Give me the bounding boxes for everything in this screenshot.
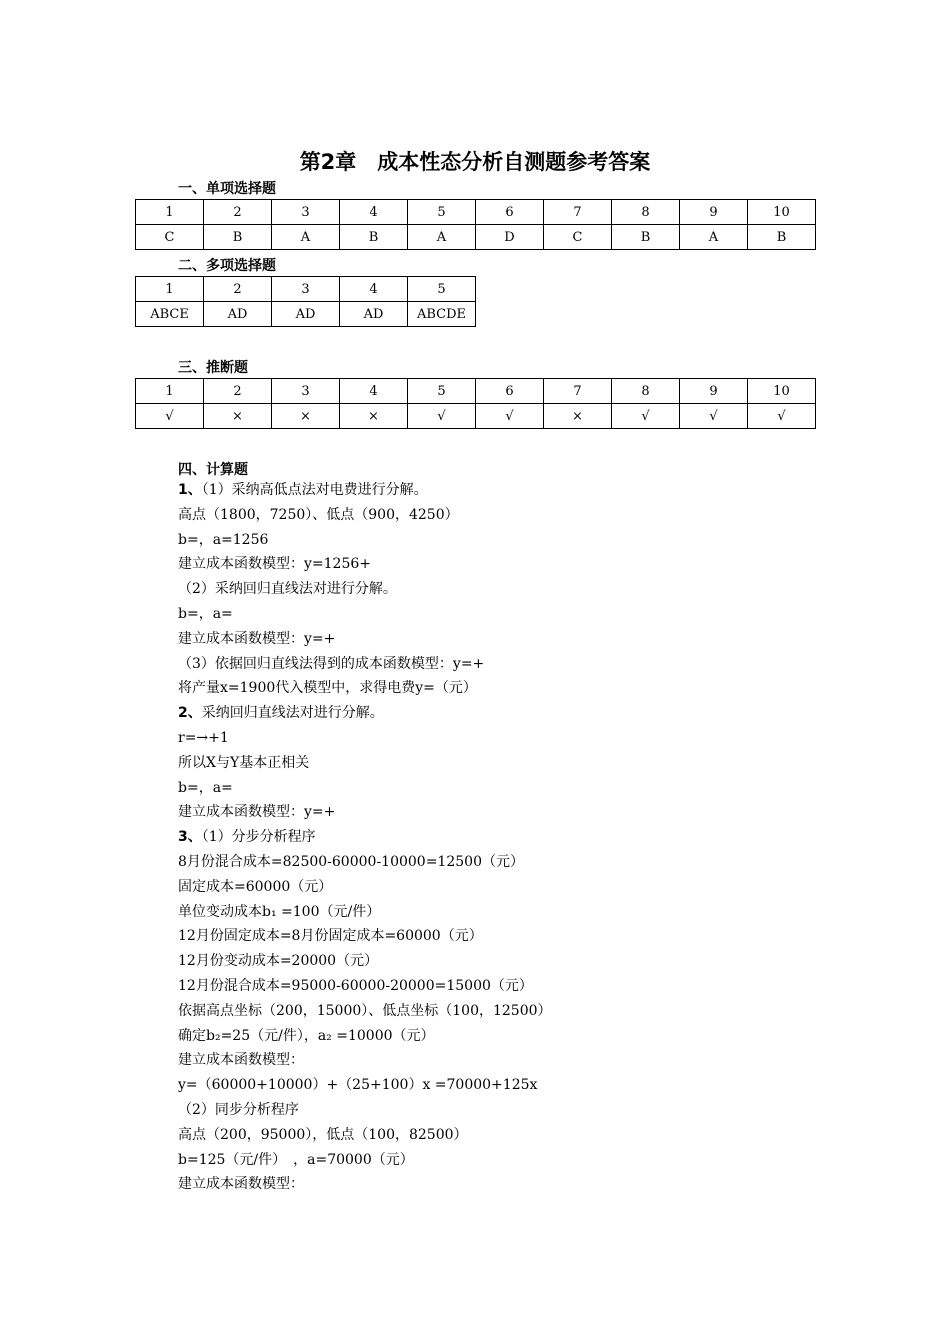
answer-cell-5: ABCDE <box>408 302 476 327</box>
calculation-text: 12月份混合成本=95000-60000-20000=15000（元） <box>178 977 533 994</box>
calculation-line <box>178 924 552 949</box>
calculation-line <box>178 949 552 974</box>
answer-cell-6: D <box>476 225 544 250</box>
answer-cell-9: A <box>680 225 748 250</box>
calculation-line <box>178 974 552 999</box>
multiple-choice-answer-table <box>135 276 476 327</box>
answer-cell-3: AD <box>272 302 340 327</box>
calculation-line <box>178 900 552 925</box>
calculation-line <box>178 552 552 577</box>
question-number-cell-4: 4 <box>340 277 408 302</box>
answer-cell-3: A <box>272 225 340 250</box>
question-number-cell-2: 2 <box>204 277 272 302</box>
answer-cell-7: C <box>544 225 612 250</box>
calculation-text: 8月份混合成本=82500-60000-10000=12500（元） <box>178 853 524 870</box>
problem-number: 3、 <box>178 829 202 846</box>
answer-cell-1: ABCE <box>136 302 204 327</box>
calculation-answers <box>178 478 552 1197</box>
page-title: 第2章 成本性态分析自测题参考答案 <box>299 150 651 174</box>
calculation-line <box>178 850 552 875</box>
single-choice-answer-table <box>135 199 816 250</box>
question-number-cell-2: 2 <box>204 200 272 225</box>
calculation-text: y=（60000+10000）+（25+100）x =70000+125x <box>178 1077 538 1094</box>
answer-cell-7: × <box>544 404 612 429</box>
answer-cell-10: B <box>748 225 816 250</box>
calculation-line <box>178 478 552 503</box>
question-number-cell-5: 5 <box>408 277 476 302</box>
calculation-text: b=，a= <box>178 605 233 622</box>
calculation-text: b=125（元/件） ，a=70000（元） <box>178 1151 414 1168</box>
calculation-text: 将产量x=1900代入模型中，求得电费y=（元） <box>178 680 477 697</box>
calculation-line <box>178 1098 552 1123</box>
calculation-text: 建立成本函数模型：y=+ <box>178 804 336 821</box>
calculation-text: 高点（200，95000），低点（100，82500） <box>178 1126 468 1143</box>
calculation-line <box>178 676 552 701</box>
question-number-cell-10: 10 <box>748 379 816 404</box>
section-heading-calculation: 四、计算题 <box>178 462 248 478</box>
calculation-text: 确定b₂=25（元/件），a₂ =10000（元） <box>178 1027 435 1044</box>
problem-number: 1、 <box>178 482 202 498</box>
question-number-cell-1: 1 <box>136 277 204 302</box>
question-number-cell-9: 9 <box>680 200 748 225</box>
calculation-line <box>178 800 552 825</box>
calculation-line <box>178 751 552 776</box>
answer-cell-2: AD <box>204 302 272 327</box>
question-number-cell-7: 7 <box>544 379 612 404</box>
calculation-text: 所以X与Y基本正相关 <box>178 754 310 771</box>
calculation-text: （3）依据回归直线法得到的成本函数模型：y=+ <box>178 655 485 672</box>
answer-cell-4: × <box>340 404 408 429</box>
question-number-cell-6: 6 <box>476 200 544 225</box>
calculation-line <box>178 1048 552 1073</box>
calculation-text: 高点（1800，7250）、低点（900，4250） <box>178 506 459 523</box>
section-heading-single-choice: 一、单项选择题 <box>178 181 276 197</box>
answer-cell-4: B <box>340 225 408 250</box>
calculation-line <box>178 577 552 602</box>
calculation-text: 建立成本函数模型：y=1256+ <box>178 556 371 573</box>
calculation-text: r=→+1 <box>178 729 229 746</box>
answer-cell-4: AD <box>340 302 408 327</box>
calculation-text: （1）分步分析程序 <box>201 829 316 846</box>
answer-cell-10: √ <box>748 404 816 429</box>
problem-number: 2、 <box>178 705 202 722</box>
calculation-text: 依据高点坐标（200，15000）、低点坐标（100，12500） <box>178 1002 552 1019</box>
question-number-cell-4: 4 <box>340 379 408 404</box>
answer-cell-2: × <box>204 404 272 429</box>
answer-cell-6: √ <box>476 404 544 429</box>
calculation-text: 建立成本函数模型： <box>178 1052 304 1069</box>
answer-cell-8: B <box>612 225 680 250</box>
answer-cell-1: √ <box>136 404 204 429</box>
answer-cell-8: √ <box>612 404 680 429</box>
question-number-cell-4: 4 <box>340 200 408 225</box>
calculation-line <box>178 1024 552 1049</box>
calculation-text: b=，a= <box>178 779 233 796</box>
calculation-text: 采纳回归直线法对进行分解。 <box>201 705 384 722</box>
calculation-line <box>178 726 552 751</box>
question-number-cell-6: 6 <box>476 379 544 404</box>
question-number-cell-8: 8 <box>612 379 680 404</box>
section-heading-multiple-choice: 二、多项选择题 <box>178 258 276 274</box>
section-heading-true-false: 三、推断题 <box>178 360 248 376</box>
calculation-text: （2）同步分析程序 <box>178 1101 299 1118</box>
question-number-cell-1: 1 <box>136 379 204 404</box>
calculation-text: 建立成本函数模型： <box>178 1176 304 1193</box>
calculation-line <box>178 503 552 528</box>
question-number-cell-5: 5 <box>408 379 476 404</box>
calculation-line <box>178 627 552 652</box>
calculation-text: （2）采纳回归直线法对进行分解。 <box>178 581 397 598</box>
calculation-line <box>178 999 552 1024</box>
calculation-line <box>178 1172 552 1197</box>
calculation-line <box>178 602 552 627</box>
calculation-text: 固定成本=60000（元） <box>178 878 333 895</box>
calculation-text: 12月份变动成本=20000（元） <box>178 953 379 970</box>
calculation-line <box>178 875 552 900</box>
question-number-cell-1: 1 <box>136 200 204 225</box>
question-number-cell-9: 9 <box>680 379 748 404</box>
question-number-cell-7: 7 <box>544 200 612 225</box>
true-false-answer-table <box>135 378 816 429</box>
calculation-text: 建立成本函数模型：y=+ <box>178 630 336 647</box>
answer-cell-5: A <box>408 225 476 250</box>
calculation-text: （1）采纳高低点法对电费进行分解。 <box>201 482 428 498</box>
answer-cell-1: C <box>136 225 204 250</box>
calculation-text: 单位变动成本b₁ =100（元/件） <box>178 903 381 920</box>
question-number-cell-2: 2 <box>204 379 272 404</box>
calculation-line <box>178 701 552 726</box>
calculation-line <box>178 1073 552 1098</box>
answer-cell-2: B <box>204 225 272 250</box>
calculation-line <box>178 1123 552 1148</box>
question-number-cell-3: 3 <box>272 379 340 404</box>
question-number-cell-3: 3 <box>272 277 340 302</box>
calculation-text: b=，a=1256 <box>178 531 269 548</box>
question-number-cell-5: 5 <box>408 200 476 225</box>
answer-cell-3: × <box>272 404 340 429</box>
calculation-line <box>178 776 552 801</box>
question-number-cell-3: 3 <box>272 200 340 225</box>
answer-cell-5: √ <box>408 404 476 429</box>
calculation-line <box>178 528 552 553</box>
answer-cell-9: √ <box>680 404 748 429</box>
calculation-text: 12月份固定成本=8月份固定成本=60000（元） <box>178 928 483 945</box>
question-number-cell-10: 10 <box>748 200 816 225</box>
calculation-line <box>178 1148 552 1173</box>
calculation-line <box>178 652 552 677</box>
calculation-line <box>178 825 552 850</box>
question-number-cell-8: 8 <box>612 200 680 225</box>
